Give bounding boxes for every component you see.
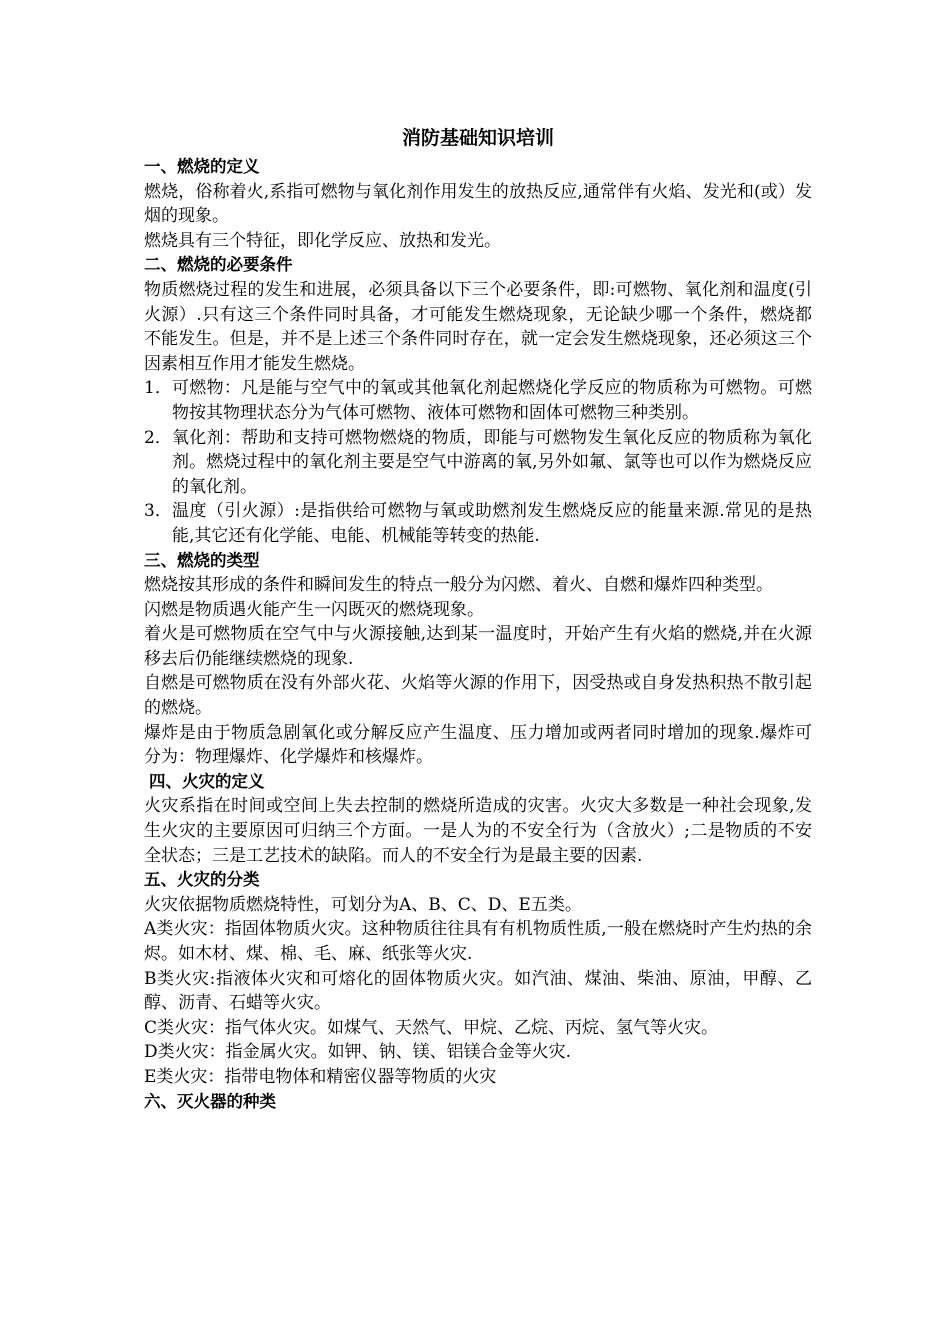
- paragraph: D类火灾：指金属火灾。如钾、钠、镁、铝镁合金等火灾.: [144, 1042, 572, 1063]
- paragraph: 燃烧按其形成的条件和瞬间发生的特点一般分为闪燃、着火、自燃和爆炸四种类型。: [144, 575, 773, 596]
- list-text: 可燃物：凡是能与空气中的氧或其他氧化剂起燃烧化学反应的物质称为可燃物。可燃物按其物理状态分为气体可燃物、液体可燃物和固体可燃物三种类别。: [172, 378, 812, 423]
- section-heading-5: 五、火灾的分类: [144, 870, 260, 890]
- document-page: [144, 121, 812, 1114]
- paragraph: 火灾系指在时间或空间上失去控制的燃烧所造成的灾害。火灾大多数是一种社会现象,发生火灾的主要原因可归纳三个方面。一是人为的不安全行为（含放火）;二是物质的不安全状态；三是工艺技术的缺陷。而人的不安全行为是最主要的因素.: [144, 796, 812, 866]
- list-item: [144, 376, 812, 425]
- paragraph: 物质燃烧过程的发生和进展，必须具备以下三个必要条件，即:可燃物、氧化剂和温度(引火源）.只有这三个条件同时具备，才可能发生燃烧现象，无论缺少哪一个条件，燃烧都不能发生。但是，并不是上述三个条件同时存在，就一定会发生燃烧现象，还必须这三个因素相互作用才能发生燃烧。: [144, 279, 812, 374]
- list-text: 氧化剂：帮助和支持可燃物燃烧的物质，即能与可燃物发生氧化反应的物质称为氧化剂。燃烧过程中的氧化剂主要是空气中游离的氧,另外如氟、氯等也可以作为燃烧反应的氧化剂。: [172, 427, 812, 497]
- paragraph: 燃烧具有三个特征，即化学反应、放热和发光。: [144, 230, 501, 251]
- list-text: 温度（引火源）:是指供给可燃物与氧或助燃剂发生燃烧反应的能量来源.常见的是热能,其它还有化学能、电能、机械能等转变的热能.: [172, 501, 812, 546]
- section-heading-6: 六、灭火器的种类: [144, 1091, 276, 1111]
- paragraph: 自燃是可燃物质在没有外部火花、火焰等火源的作用下，因受热或自身发热积热不散引起的燃烧。: [144, 673, 812, 719]
- section-heading-1: 一、燃烧的定义: [144, 157, 260, 176]
- list-number: 1．: [144, 378, 172, 399]
- paragraph: A类火灾：指固体物质火灾。这种物质往往具有有机物质性质,一般在燃烧时产生灼热的余烬。如木材、煤、棉、毛、麻、纸张等火灾.: [144, 919, 812, 964]
- paragraph: 着火是可燃物质在空气中与火源接触,达到某一温度时，开始产生有火焰的燃烧,并在火源移去后仍能继续燃烧的现象.: [144, 624, 812, 669]
- paragraph: 燃烧，俗称着火,系指可燃物与氧化剂作用发生的放热反应,通常伴有火焰、发光和(或）发烟的现象。: [144, 181, 812, 227]
- list-number: 2．: [144, 427, 172, 448]
- paragraph: 闪燃是物质遇火能产生一闪既灭的燃烧现象。: [144, 599, 484, 620]
- list-number: 3．: [144, 501, 172, 522]
- paragraph: C类火灾：指气体火灾。如煤气、天然气、甲烷、乙烷、丙烷、氢气等火灾。: [144, 1017, 719, 1038]
- section-heading-4: 四、火灾的定义: [149, 771, 265, 791]
- paragraph: 火灾依据物质燃烧特性，可划分为A、B、C、D、E五类。: [144, 894, 582, 915]
- document-title: 消防基础知识培训: [401, 127, 554, 149]
- paragraph: B类火灾:指液体火灾和可熔化的固体物质火灾。如汽油、煤油、柴油、原油，甲醇、乙醇、沥青、石蜡等火灾。: [144, 968, 812, 1014]
- section-heading-3: 三、燃烧的类型: [144, 550, 260, 570]
- paragraph: E类火灾：指带电物体和精密仪器等物质的火灾: [144, 1066, 497, 1087]
- section-heading-2: 二、燃烧的必要条件: [144, 255, 293, 275]
- list-item: [144, 499, 812, 548]
- list-item: [144, 426, 812, 500]
- paragraph: 爆炸是由于物质急剧氧化或分解反应产生温度、压力增加或两者同时增加的现象.爆炸可分为：物理爆炸、化学爆炸和核爆炸。: [144, 722, 812, 768]
